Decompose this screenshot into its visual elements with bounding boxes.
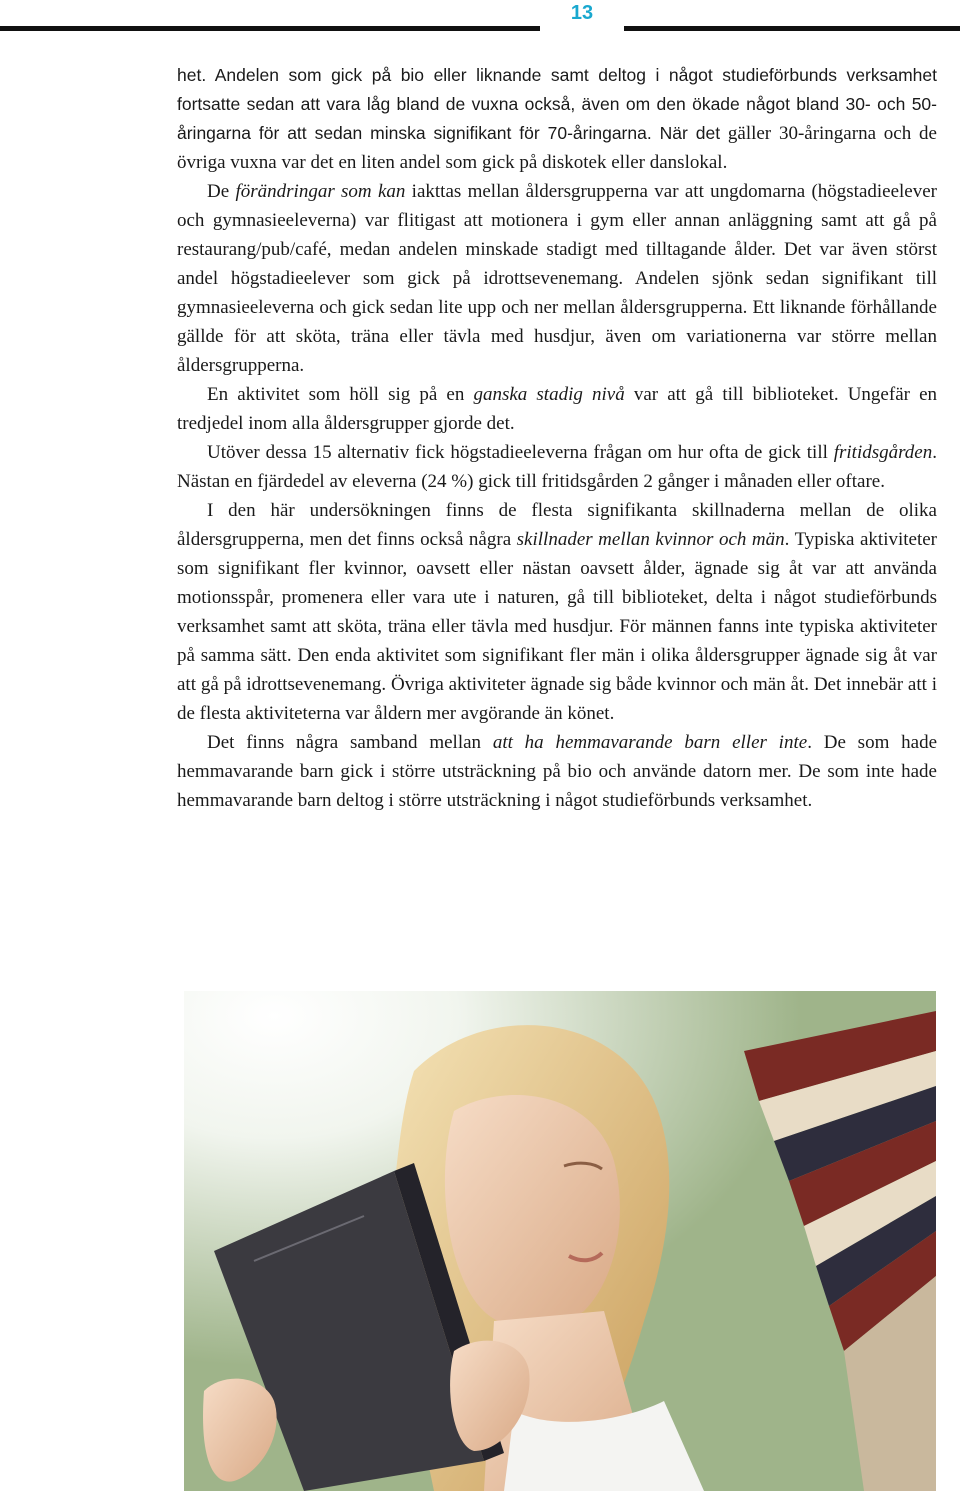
italic-phrase: ganska stadig nivå: [473, 384, 625, 405]
italic-phrase: att ha hemmavarande barn eller inte: [492, 732, 808, 753]
body-paragraph: [177, 177, 937, 380]
text-run: . De som hade hemmavarande barn gick i större utsträckning på bio och använde datorn mer. De som inte hade hemmavarande barn deltog i större utsträckning i något studieförbunds verksamhet.: [177, 732, 937, 811]
text-run: iakttas mellan åldersgrupperna var att ungdomarna (högstadieelever och gymnasieeleverna) var flitigast att motionera i gym eller annan anläggning samt att gå på restaurang/pub/café, medan andelen minskade stadigt med tilltagande ålder. Det var även störst andel högstadieelever som gick på idrottsevenemang. Andelen sjönk sedan signifikant till gymnasieeleverna och gick sedan lite upp och ner mellan åldersgrupperna. Ett liknande förhållande gällde för att sköta, träna eller tävla med husdjur, även om variationerna var större mellan åldersgrupperna.: [177, 181, 937, 376]
page-number: 13: [538, 0, 626, 28]
body-paragraph: [177, 496, 937, 728]
body-paragraph: [177, 380, 937, 438]
header-rule-gap: [540, 24, 624, 33]
text-run: I den här undersökningen finns de flesta signifikanta skillnaderna mellan de olika åldersgrupperna, men det finns också några: [177, 500, 937, 550]
text-run: De: [207, 181, 236, 202]
photo-illustration: [184, 991, 936, 1491]
body-paragraph: [177, 438, 937, 496]
italic-phrase: skillnader mellan kvinnor och män: [516, 529, 785, 550]
text-run: gäller 30-åringarna och de övriga vuxna var det en liten andel som gick på diskotek eller danslokal.: [177, 123, 937, 173]
text-run: . Typiska aktiviteter som signifikant fler kvinnor, oavsett eller nästan oavsett ålder, ägnade sig åt var att använda motionsspår, promenera eller vara ute i naturen, gå till biblioteket, delta i något studieförbunds verksamhet samt att sköta, träna eller tävla med husdjur. För männen fanns inte typiska aktiviteter på samma sätt. Den enda aktivitet som signifikant fler män i olika åldersgrupper ägnade sig åt var att gå på idrottsevenemang. Övriga aktiviteter ägnade sig både kvinnor och män åt. Det innebär att i de flesta aktiviteterna var åldern mer avgörande än könet.: [177, 529, 938, 724]
header-rule: [0, 26, 960, 31]
text-run: Det finns några samband mellan: [207, 732, 493, 753]
body-paragraph: [177, 61, 937, 177]
text-run: het. Andelen som gick på bio eller liknande samt deltog i något studieförbunds verksamhet fortsatte sedan att vara låg bland de vuxna också, även om den ökade något bland 30- och 50-åringarna för att sedan minska signifikant för 70-åringarna. När det: [177, 65, 937, 143]
text-run: var att gå till biblioteket. Ungefär en tredjedel inom alla åldersgrupper gjorde det.: [177, 384, 938, 434]
body-paragraph: [177, 728, 937, 815]
body-text: [177, 61, 937, 815]
text-run: Utöver dessa 15 alternativ fick högstadieeleverna frågan om hur ofta de gick till: [207, 442, 834, 463]
text-run: En aktivitet som höll sig på en: [207, 384, 474, 405]
italic-phrase: fritidsgården: [833, 442, 933, 463]
text-run: . Nästan en fjärdedel av eleverna (24 %) gick till fritidsgården 2 gånger i månaden eller oftare.: [177, 442, 937, 492]
italic-phrase: förändringar som kan: [235, 181, 406, 202]
woman-reading-book-photo: [184, 991, 936, 1491]
